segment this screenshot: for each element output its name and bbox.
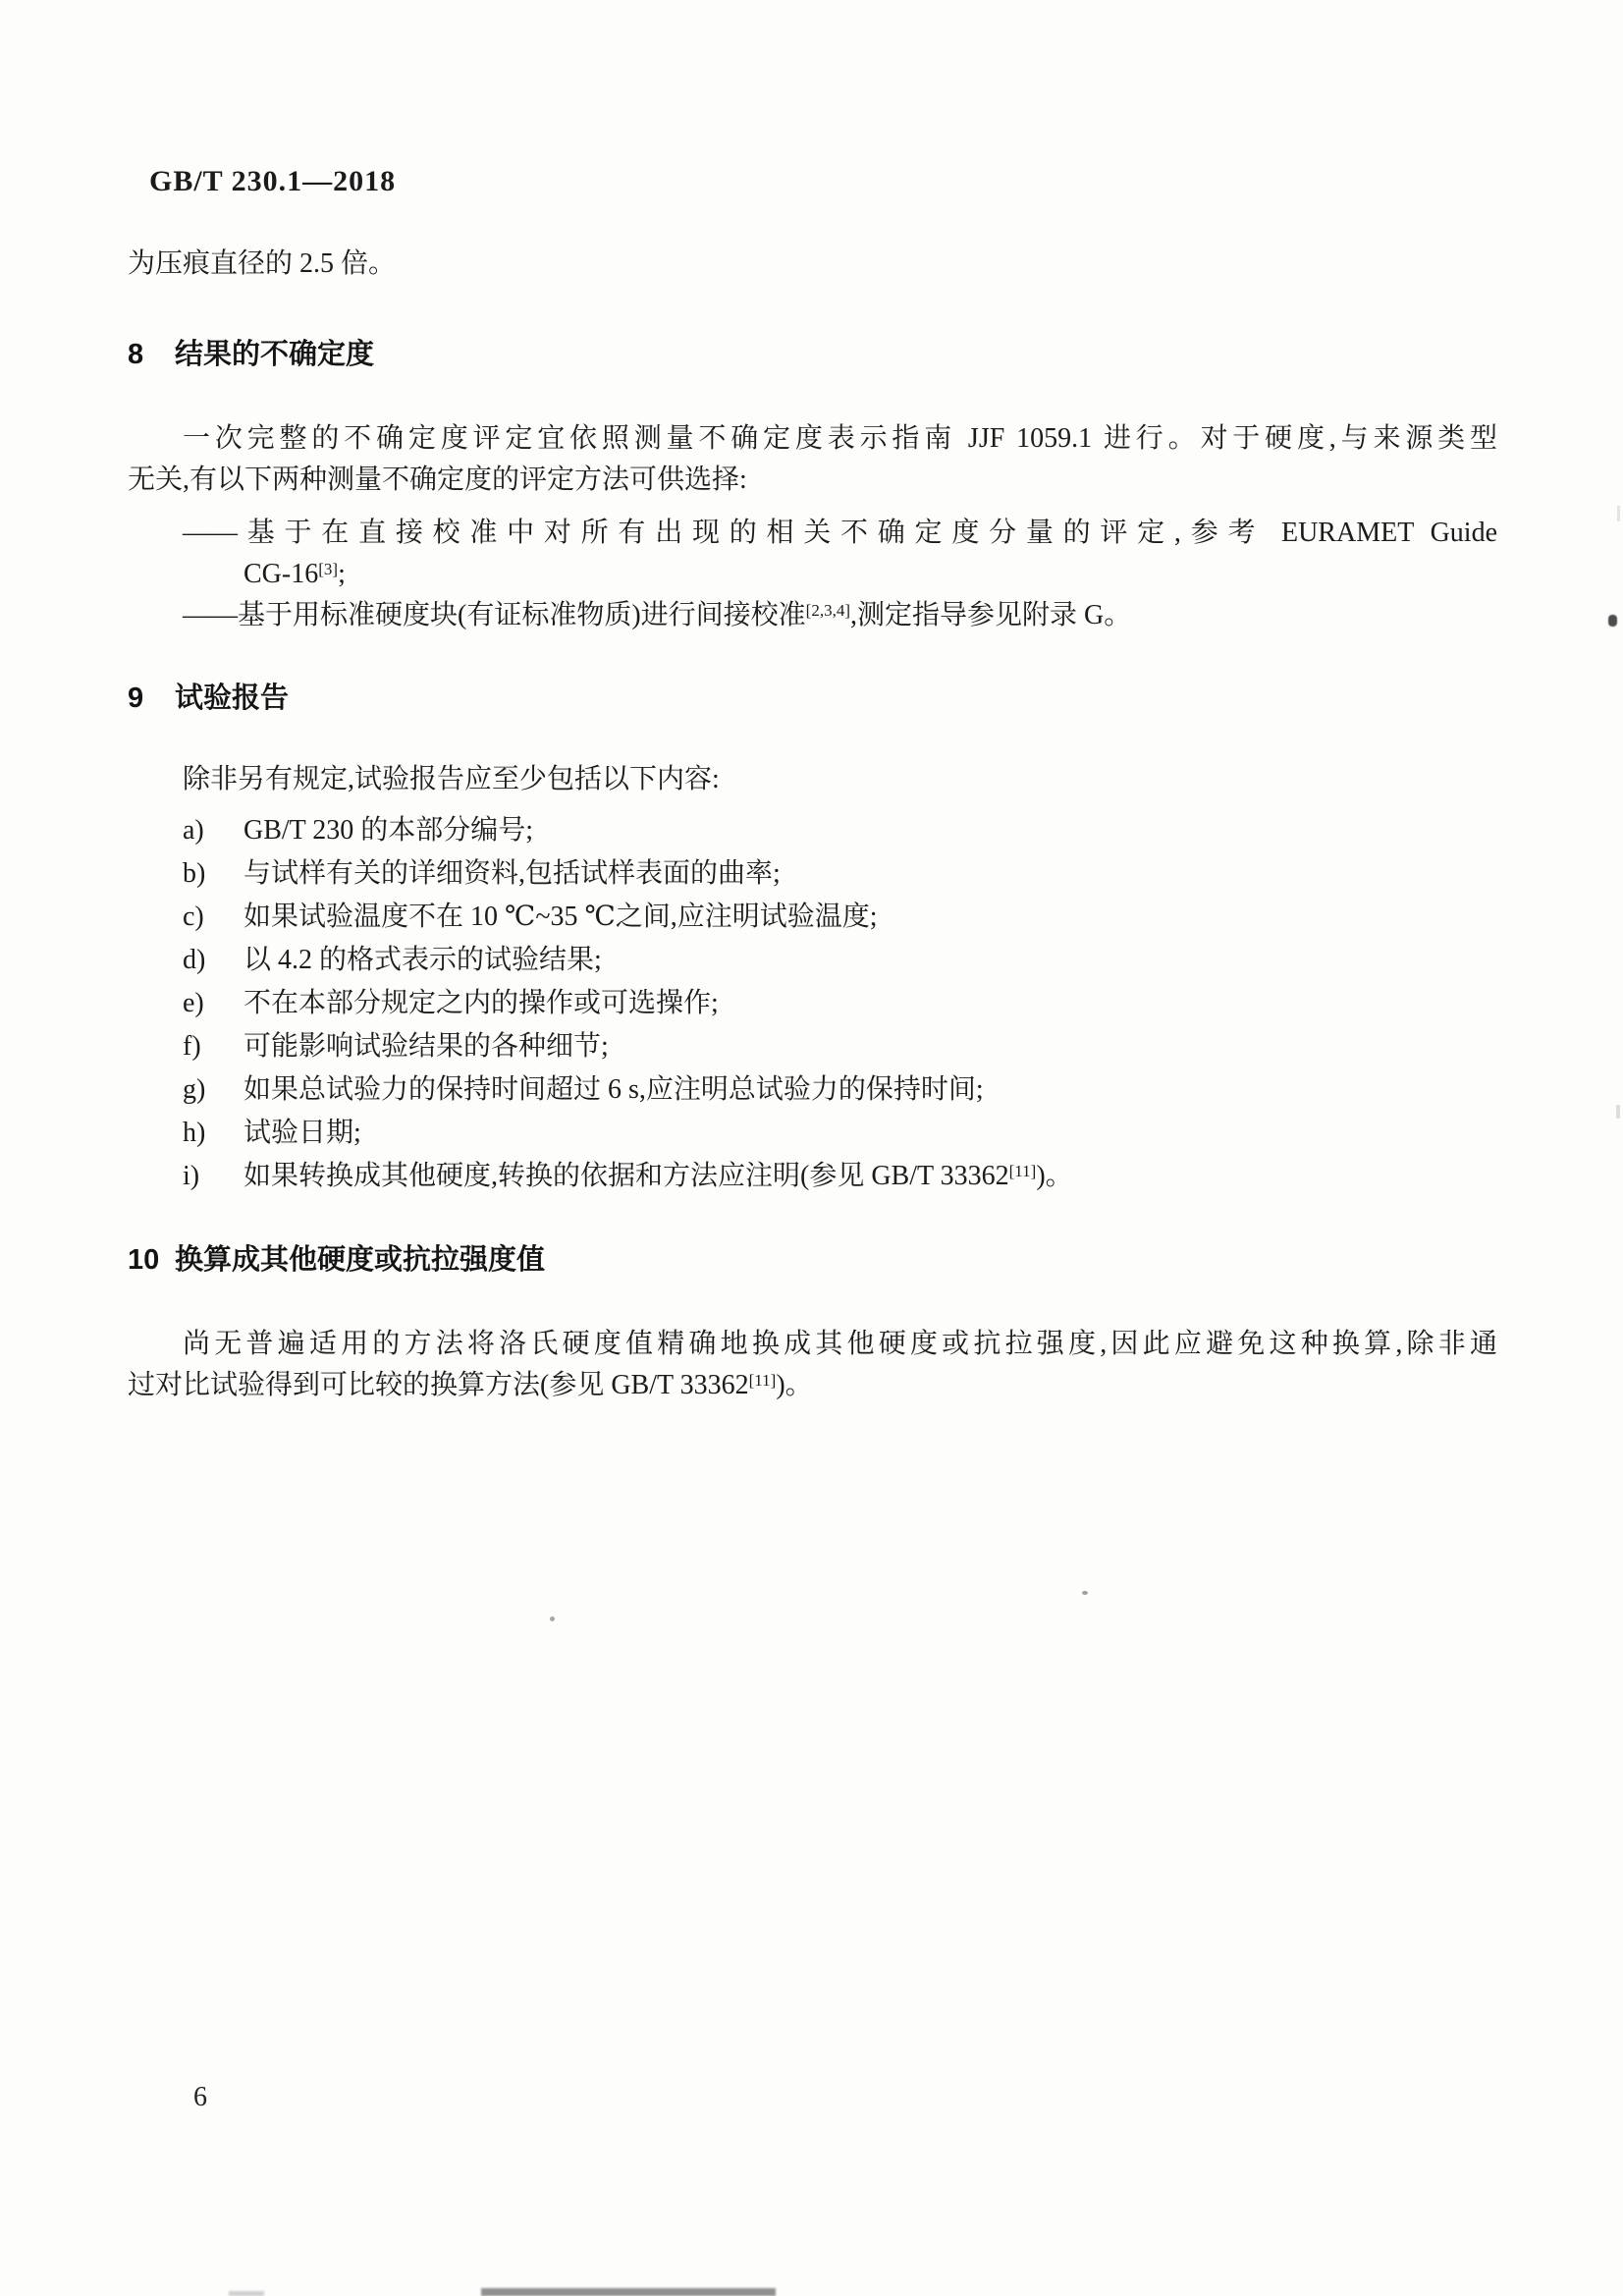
scan-artifact	[1608, 615, 1617, 627]
section-title: 结果的不确定度	[175, 339, 375, 370]
dash-item-line	[183, 595, 1497, 636]
list-item	[128, 982, 1502, 1025]
list-item	[128, 809, 1502, 852]
standard-number-header: GB/T 230.1—2018	[149, 165, 397, 197]
report-items-list	[128, 809, 1502, 1198]
paragraph-text: 过对比试验得到可比较的换算方法(参见 GB/T 33362	[128, 1370, 749, 1400]
list-item-text: 不在本部分规定之内的操作或可选操作;	[243, 988, 719, 1018]
paragraph-line: 一次完整的不确定度评定宜依照测量不确定度表示指南 JJF 1059.1 进行。对于硬度,与来源类型	[183, 423, 1497, 454]
paragraph-line: 无关,有以下两种测量不确定度的评定方法可供选择:	[128, 465, 747, 495]
list-item	[128, 939, 1502, 982]
list-item-label: f)	[183, 1031, 201, 1062]
reference-superscript: [11]	[748, 1371, 777, 1390]
scan-artifact	[550, 1616, 555, 1621]
section-8-paragraph	[128, 418, 1497, 501]
list-item-label: a)	[183, 815, 204, 846]
dash-item-text: ;	[338, 559, 346, 589]
list-item-text: 如果转换成其他硬度,转换的依据和方法应注明(参见 GB/T 33362	[243, 1161, 1009, 1191]
scan-artifact	[481, 2288, 776, 2296]
paragraph-line: 除非另有规定,试验报告应至少包括以下内容:	[183, 764, 720, 794]
section-8-heading	[128, 332, 374, 372]
list-item-text: )。	[1036, 1161, 1073, 1191]
page-number: 6	[193, 2082, 207, 2112]
list-item	[128, 852, 1502, 896]
dash-item-line	[183, 513, 1497, 554]
dash-marker: ——	[183, 518, 238, 548]
section-10-heading	[128, 1237, 545, 1278]
list-item-label: b)	[183, 858, 206, 889]
dash-marker: ——	[183, 600, 238, 630]
list-item-label: h)	[183, 1118, 206, 1148]
list-item	[128, 1068, 1502, 1112]
section-9-heading	[128, 676, 289, 716]
carryover-paragraph	[128, 244, 1497, 285]
list-item-text: 试验日期;	[243, 1118, 361, 1148]
list-item-text: 如果总试验力的保持时间超过 6 s,应注明总试验力的保持时间;	[243, 1074, 984, 1105]
list-item-text: 如果试验温度不在 10 ℃~35 ℃之间,应注明试验温度;	[243, 902, 878, 932]
paragraph-line	[128, 1365, 1497, 1406]
list-item	[128, 1155, 1502, 1198]
dash-item-text: 基于在直接校准中对所有出现的相关不确定度分量的评定,参考 EURAMET Guide	[238, 518, 1497, 548]
list-item	[128, 896, 1502, 939]
list-item-text: 与试样有关的详细资料,包括试样表面的曲率;	[243, 858, 781, 889]
section-title: 换算成其他硬度或抗拉强度值	[175, 1244, 546, 1276]
list-item-text: GB/T 230 的本部分编号;	[243, 815, 534, 846]
paragraph-line: 尚无普遍适用的方法将洛氏硬度值精确地换成其他硬度或抗拉强度,因此应避免这种换算,除非通	[183, 1329, 1497, 1359]
list-item-label: g)	[183, 1074, 206, 1105]
list-item-text: 可能影响试验结果的各种细节;	[243, 1031, 609, 1062]
list-item-text: 以 4.2 的格式表示的试验结果;	[243, 945, 602, 975]
list-item	[128, 1112, 1502, 1155]
section-number: 9	[128, 683, 144, 714]
dash-item-line	[243, 554, 1497, 595]
scan-artifact	[229, 2291, 264, 2296]
section-8-dash-list	[128, 513, 1497, 636]
list-item-label: d)	[183, 945, 206, 975]
section-number: 8	[128, 339, 144, 370]
paragraph-line: 为压痕直径的 2.5 倍。	[128, 248, 397, 279]
section-number: 10	[128, 1244, 160, 1276]
scan-artifact	[1082, 1591, 1088, 1595]
list-item-label: i)	[183, 1161, 200, 1191]
section-10-paragraph	[128, 1324, 1497, 1406]
section-title: 试验报告	[175, 683, 290, 714]
list-item-label: c)	[183, 902, 204, 932]
list-item-label: e)	[183, 988, 204, 1018]
reference-superscript: [2,3,4]	[805, 601, 850, 620]
reference-superscript: [11]	[1008, 1162, 1037, 1180]
paragraph-text: )。	[776, 1370, 813, 1400]
scan-artifact	[1617, 506, 1620, 521]
dash-item-text: 基于用标准硬度块(有证标准物质)进行间接校准	[238, 600, 806, 630]
list-item	[128, 1025, 1502, 1068]
section-9-intro	[128, 759, 1497, 800]
reference-superscript: [3]	[318, 560, 339, 578]
dash-item-text: ,测定指导参见附录 G。	[849, 600, 1132, 630]
scan-artifact	[1616, 1105, 1620, 1119]
dash-item-text: CG-16	[243, 559, 319, 589]
